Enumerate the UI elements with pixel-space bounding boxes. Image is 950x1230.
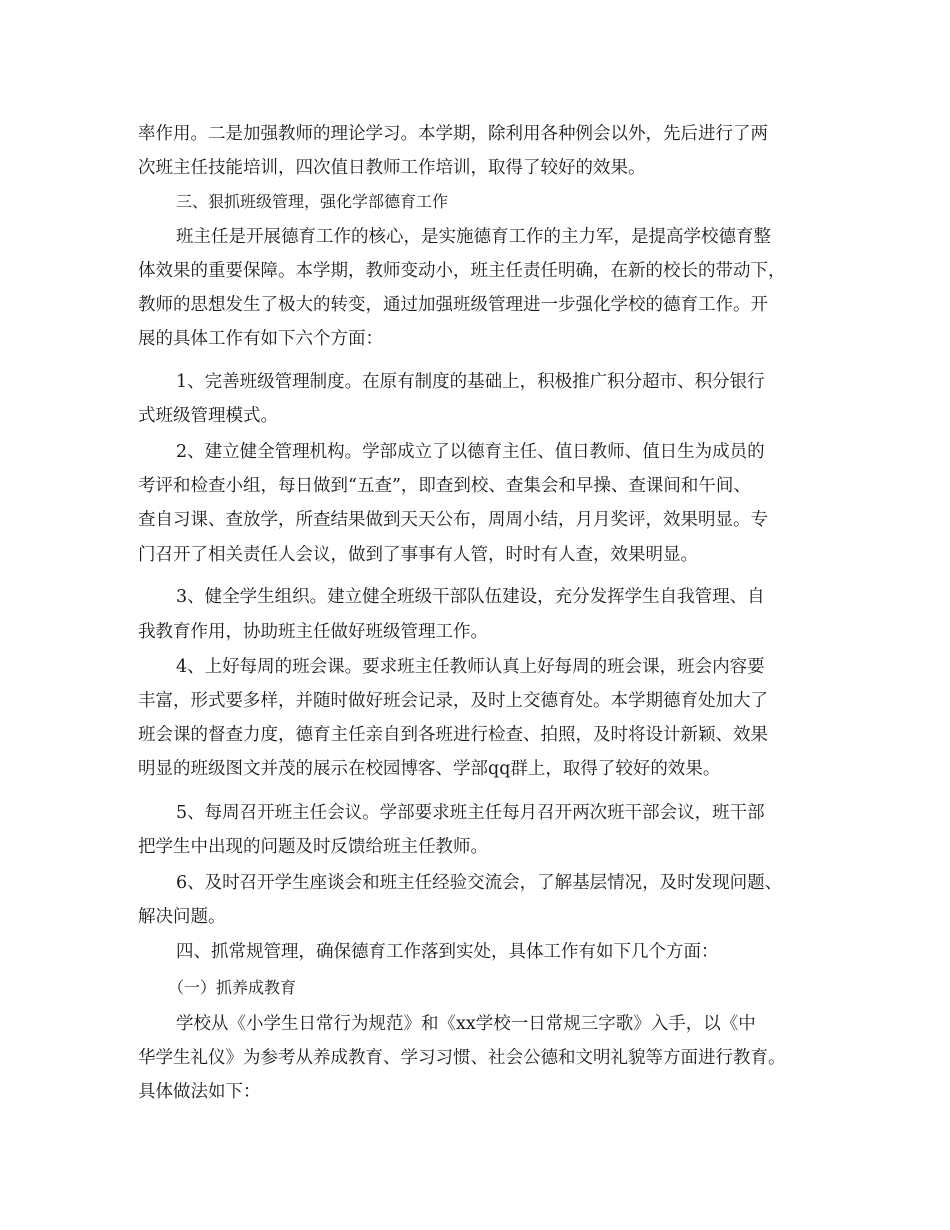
list-item-line: 式班级管理模式。: [138, 406, 278, 426]
section-heading: 三、狠抓班级管理，强化学部德育工作: [176, 192, 449, 211]
list-item-line: 丰富，形式要多样，并随时做好班会记录，及时上交德育处。本学期德育处加大了: [138, 691, 768, 711]
paragraph-line: 教师的思想发生了极大的转变，通过加强班级管理进一步强化学校的德育工作。开: [138, 295, 768, 315]
list-item-line: 查自习课、查放学，所查结果做到天天公布，周周小结，月月奖评，效果明显。专: [138, 510, 768, 530]
list-item-line: 门召开了相关责任人会议，做到了事事有人管，时时有人查，效果明显。: [138, 545, 698, 565]
list-item-line: 6、及时召开学生座谈会和班主任经验交流会，了解基层情况，及时发现问题、: [176, 873, 783, 893]
paragraph-line: 华学生礼仪》为参考从养成教育、学习习惯、社会公德和文明礼貌等方面进行教育。: [138, 1048, 786, 1068]
list-item-line: 4、上好每周的班会课。要求班主任教师认真上好每周的班会课，班会内容要: [176, 657, 765, 677]
section-heading: 四、抓常规管理，确保德育工作落到实处，具体工作有如下几个方面：: [176, 942, 719, 962]
paragraph-line: 体效果的重要保障。本学期，教师变动小，班主任责任明确，在新的校长的带动下，: [138, 261, 786, 281]
list-item-line: 1、完善班级管理制度。在原有制度的基础上，积极推广积分超市、积分银行: [176, 372, 765, 392]
list-item-line: 3、健全学生组织。建立健全班级干部队伍建设，充分发挥学生自我管理、自: [176, 587, 765, 607]
paragraph-line: 次班主任技能培训，四次值日教师工作培训，取得了较好的效果。: [138, 158, 646, 178]
list-item-line: 2、建立健全管理机构。学部成立了以德育主任、值日教师、值日生为成员的: [176, 442, 765, 462]
paragraph-line: 班主任是开展德育工作的核心，是实施德育工作的主力军，是提高学校德育整: [176, 227, 771, 247]
paragraph-line: 学校从《小学生日常行为规范》和《xx学校一日常规三字歌》入手，以《中: [176, 1014, 756, 1034]
list-item-line: 解决问题。: [138, 907, 226, 927]
paragraph-line: 展的具体工作有如下六个方面：: [138, 329, 383, 349]
list-item-line: 5、每周召开班主任会议。学部要求班主任每月召开两次班干部会议，班干部: [176, 803, 765, 823]
list-item-line: 明显的班级图文并茂的展示在校园博客、学部qq群上，取得了较好的效果。: [138, 759, 721, 779]
subsection-heading: （一）抓养成教育: [168, 978, 297, 997]
list-item-line: 班会课的督查力度，德育主任亲自到各班进行检查、拍照，及时将设计新颖、效果: [138, 725, 768, 745]
paragraph-line: 率作用。二是加强教师的理论学习。本学期，除利用各种例会以外，先后进行了两: [138, 124, 768, 144]
list-item-line: 把学生中出现的问题及时反馈给班主任教师。: [138, 837, 488, 857]
list-item-line: 考评和检查小组，每日做到“五查”，即查到校、查集会和早操、查课间和午间、: [138, 476, 751, 496]
list-item-line: 我教育作用，协助班主任做好班级管理工作。: [138, 622, 488, 642]
paragraph-line: 具体做法如下：: [138, 1082, 261, 1102]
